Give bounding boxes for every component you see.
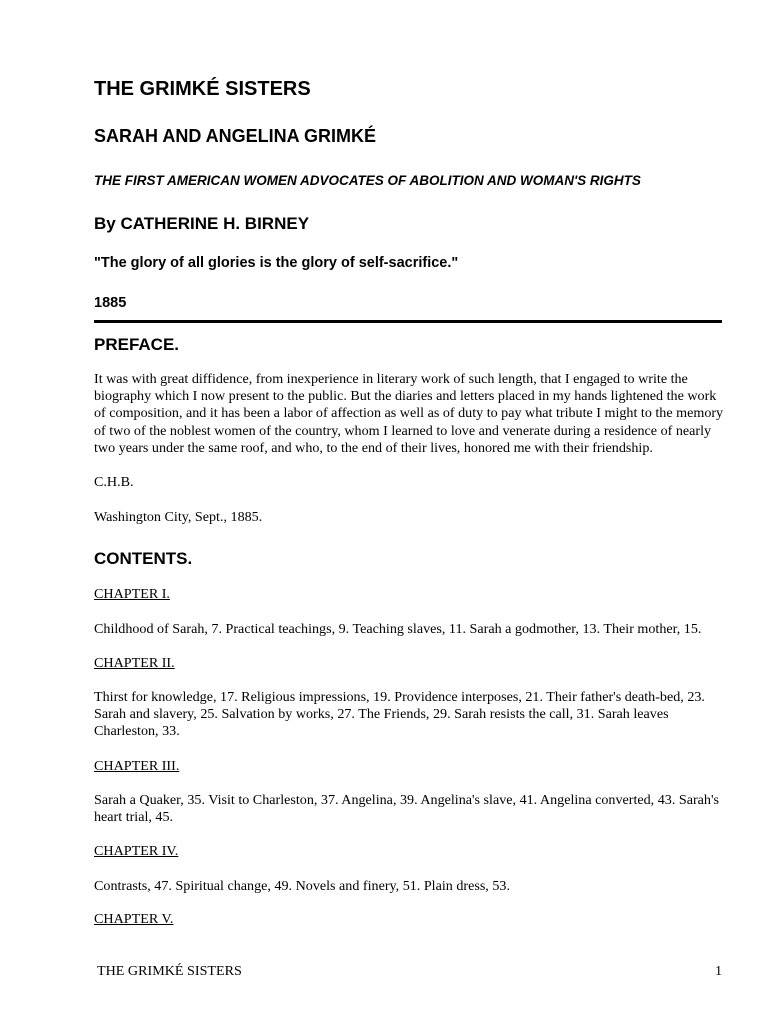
book-author: By CATHERINE H. BIRNEY: [94, 214, 310, 233]
footer-page-number: 1: [714, 963, 722, 979]
chapter-summary-4: Contrasts, 47. Spiritual change, 49. Novels and finery, 51. Plain dress, 53.: [94, 878, 510, 894]
book-tagline: THE FIRST AMERICAN WOMEN ADVOCATES OF ABOLITION AND WOMAN'S RIGHTS: [94, 173, 641, 188]
book-title: THE GRIMKÉ SISTERS: [94, 78, 311, 100]
preface-initials: C.H.B.: [94, 474, 134, 490]
chapter-summary-2: Thirst for knowledge, 17. Religious impressions, 19. Providence interposes, 21. Their father's death-bed, 23. Sarah and slavery, 25. Salvation by works, 27. The Friends, 29. Sarah resists the call, 31. Sarah leaves Charleston, 33.: [94, 689, 705, 740]
horizontal-rule: [94, 320, 722, 323]
chapter-link-1[interactable]: CHAPTER I.: [94, 586, 170, 602]
contents-heading: CONTENTS.: [94, 549, 193, 568]
epigraph: "The glory of all glories is the glory of self-sacrifice.": [94, 255, 459, 271]
publication-year: 1885: [94, 295, 127, 311]
chapter-link-2[interactable]: CHAPTER II.: [94, 655, 175, 671]
chapter-link-5[interactable]: CHAPTER V.: [94, 911, 174, 927]
footer-running-title: THE GRIMKÉ SISTERS: [97, 963, 242, 979]
chapter-link-4[interactable]: CHAPTER IV.: [94, 843, 179, 859]
chapter-link-3[interactable]: CHAPTER III.: [94, 758, 180, 774]
chapter-summary-3: Sarah a Quaker, 35. Visit to Charleston, 37. Angelina, 39. Angelina's slave, 41. Angelina converted, 43. Sarah's heart trial, 45.: [94, 792, 719, 826]
chapter-summary-1: Childhood of Sarah, 7. Practical teachings, 9. Teaching slaves, 11. Sarah a godmother, 13. Their mother, 15.: [94, 621, 702, 637]
preface-body: It was with great diffidence, from inexperience in literary work of such length, that I engaged to write the biography which I now present to the public. But the diaries and letters placed in my hands lightened the work of composition, and it has been a labor of affection as well as of duty to pay what tribute I might to the memory of two of the noblest women of the country, whom I learned to love and venerate during a residence of nearly two years under the same roof, and who, to the end of their lives, honored me with their friendship.: [94, 371, 724, 456]
book-subtitle: SARAH AND ANGELINA GRIMKÉ: [94, 126, 376, 146]
preface-heading: PREFACE.: [94, 335, 180, 354]
preface-place-date: Washington City, Sept., 1885.: [94, 509, 263, 525]
